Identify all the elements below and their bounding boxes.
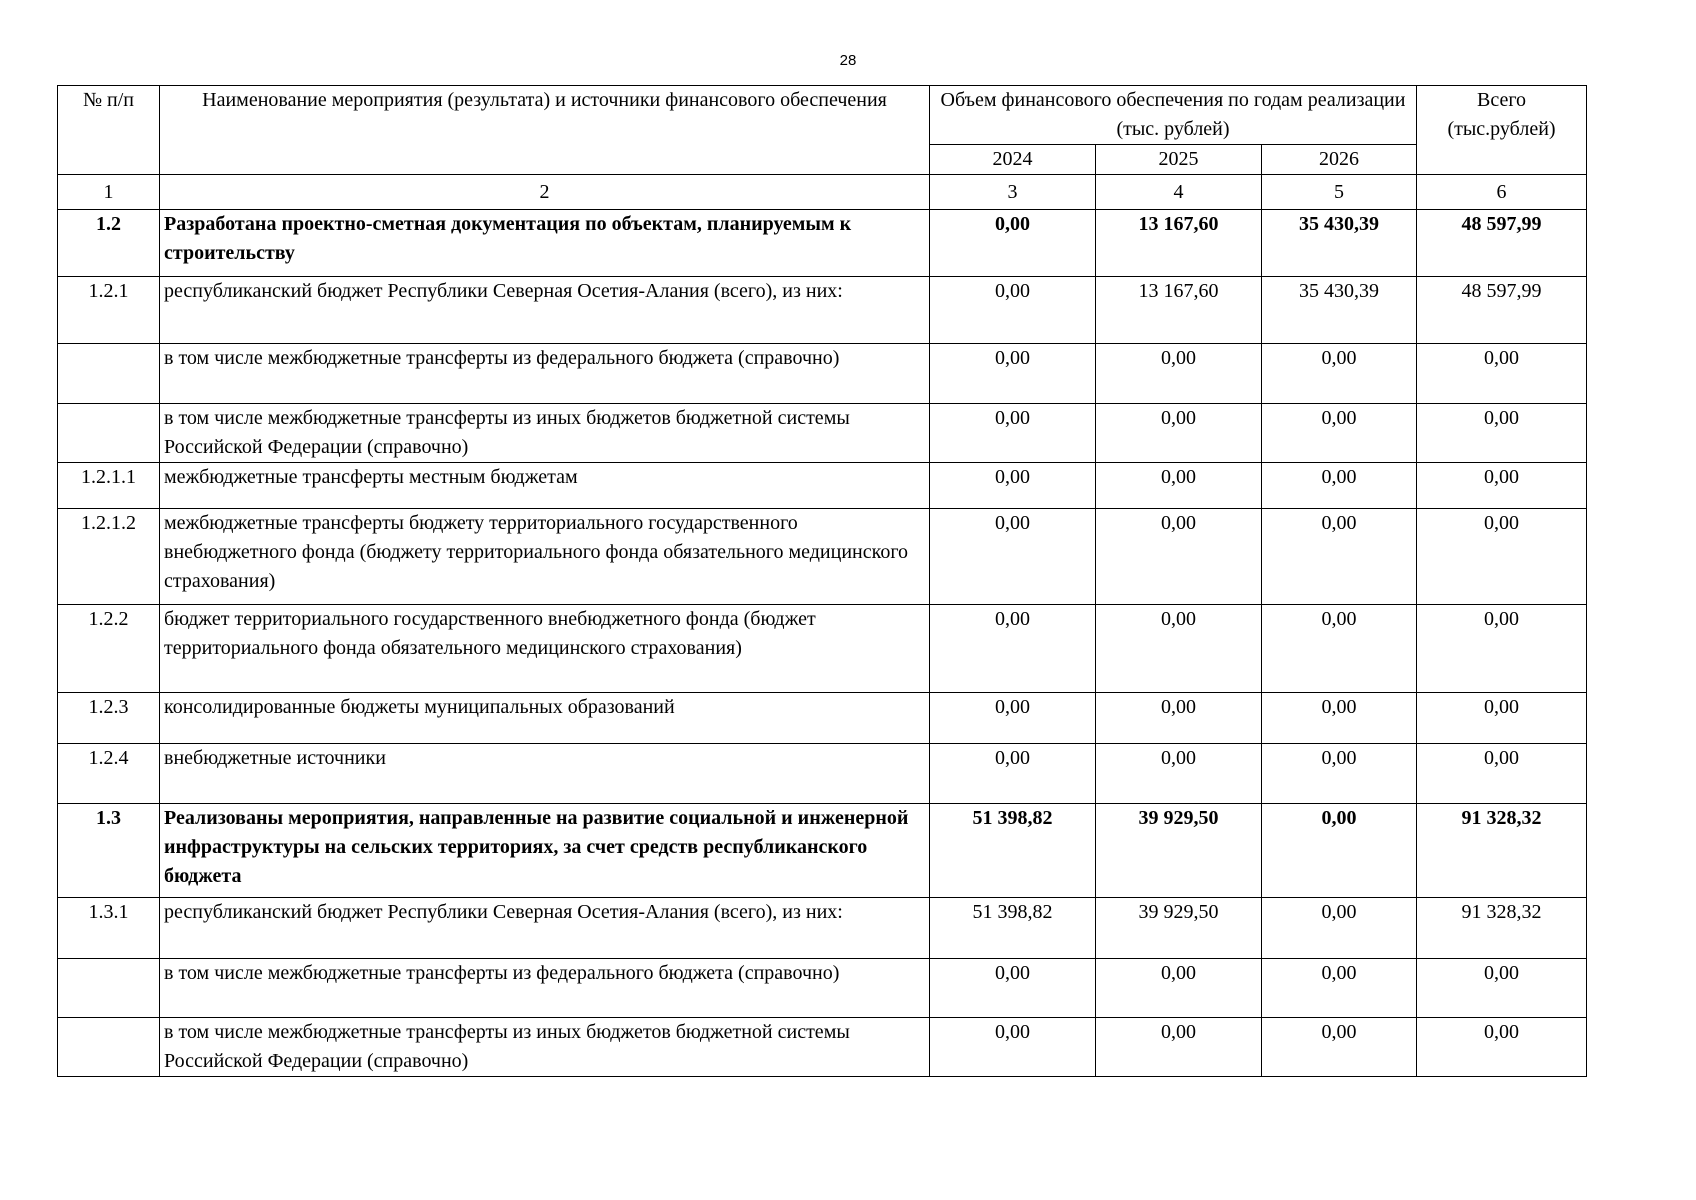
value-2026: 0,00: [1262, 463, 1417, 509]
column-number: 2: [160, 175, 930, 210]
table-row: [58, 804, 1587, 898]
value-2025: 0,00: [1096, 959, 1262, 1018]
column-number: 6: [1417, 175, 1587, 210]
financing-table: [57, 85, 1587, 1077]
value-2026: 35 430,39: [1262, 277, 1417, 344]
value-2026: 35 430,39: [1262, 210, 1417, 277]
value-2024: 0,00: [930, 463, 1096, 509]
value-2025: 0,00: [1096, 344, 1262, 404]
row-name: Реализованы мероприятия, направленные на развитие социальной и инженерной инфраструктуры на сельских территориях, за счет средств республиканского бюджета: [160, 804, 930, 898]
row-number: 1.3.1: [58, 898, 160, 959]
table-row: [58, 277, 1587, 344]
value-2026: 0,00: [1262, 1018, 1417, 1077]
row-name: в том числе межбюджетные трансферты из федерального бюджета (справочно): [160, 959, 930, 1018]
value-2024: 0,00: [930, 344, 1096, 404]
value-total: 91 328,32: [1417, 898, 1587, 959]
value-2026: 0,00: [1262, 898, 1417, 959]
value-total: 0,00: [1417, 463, 1587, 509]
value-total: 48 597,99: [1417, 277, 1587, 344]
value-total: 48 597,99: [1417, 210, 1587, 277]
row-number: 1.2.2: [58, 605, 160, 693]
header-name: Наименование мероприятия (результата) и источники финансового обеспечения: [160, 86, 930, 175]
value-2026: 0,00: [1262, 404, 1417, 463]
value-2025: 0,00: [1096, 509, 1262, 605]
table-row: [58, 744, 1587, 804]
value-2025: 0,00: [1096, 404, 1262, 463]
column-number: 3: [930, 175, 1096, 210]
value-2026: 0,00: [1262, 744, 1417, 804]
row-name: бюджет территориального государственного внебюджетного фонда (бюджет территориального фонда обязательного медицинского страхования): [160, 605, 930, 693]
row-name: в том числе межбюджетные трансферты из иных бюджетов бюджетной системы Российской Федерации (справочно): [160, 404, 930, 463]
value-2025: 0,00: [1096, 463, 1262, 509]
row-name: межбюджетные трансферты бюджету территориального государственного внебюджетного фонда (бюджету территориального фонда обязательного медицинского страхования): [160, 509, 930, 605]
header-year-2026: 2026: [1262, 145, 1417, 175]
row-number: 1.2.4: [58, 744, 160, 804]
table-row: [58, 605, 1587, 693]
row-number: 1.2: [58, 210, 160, 277]
row-name: в том числе межбюджетные трансферты из федерального бюджета (справочно): [160, 344, 930, 404]
value-2025: 39 929,50: [1096, 804, 1262, 898]
row-name: в том числе межбюджетные трансферты из иных бюджетов бюджетной системы Российской Федерации (справочно): [160, 1018, 930, 1077]
value-2026: 0,00: [1262, 605, 1417, 693]
header-year-2024: 2024: [930, 145, 1096, 175]
value-2024: 0,00: [930, 509, 1096, 605]
table-row: [58, 509, 1587, 605]
column-numbers-row: [58, 175, 1587, 210]
value-2024: 0,00: [930, 210, 1096, 277]
value-2024: 51 398,82: [930, 804, 1096, 898]
value-2024: 0,00: [930, 959, 1096, 1018]
value-2026: 0,00: [1262, 959, 1417, 1018]
row-number: 1.3: [58, 804, 160, 898]
table-row: [58, 898, 1587, 959]
table-row: [58, 693, 1587, 744]
value-2024: 51 398,82: [930, 898, 1096, 959]
value-total: 0,00: [1417, 1018, 1587, 1077]
value-2025: 13 167,60: [1096, 277, 1262, 344]
value-2024: 0,00: [930, 404, 1096, 463]
value-2026: 0,00: [1262, 344, 1417, 404]
column-number: 4: [1096, 175, 1262, 210]
column-number: 1: [58, 175, 160, 210]
value-2026: 0,00: [1262, 693, 1417, 744]
row-number: [58, 959, 160, 1018]
value-total: 0,00: [1417, 744, 1587, 804]
value-total: 0,00: [1417, 959, 1587, 1018]
value-2025: 0,00: [1096, 605, 1262, 693]
table-row: [58, 210, 1587, 277]
row-number: 1.2.1.2: [58, 509, 160, 605]
value-2025: 0,00: [1096, 693, 1262, 744]
table-row: [58, 344, 1587, 404]
row-number: 1.2.1: [58, 277, 160, 344]
header-total: Всего (тыс.рублей): [1417, 86, 1587, 175]
value-2025: 13 167,60: [1096, 210, 1262, 277]
value-2025: 0,00: [1096, 744, 1262, 804]
row-name: Разработана проектно-сметная документация по объектам, планируемым к строительству: [160, 210, 930, 277]
value-total: 0,00: [1417, 344, 1587, 404]
value-2025: 0,00: [1096, 1018, 1262, 1077]
header-num: № п/п: [58, 86, 160, 175]
row-number: [58, 1018, 160, 1077]
row-number: [58, 404, 160, 463]
row-name: республиканский бюджет Республики Северная Осетия-Алания (всего), из них:: [160, 277, 930, 344]
header-volume: Объем финансового обеспечения по годам реализации (тыс. рублей): [930, 86, 1417, 145]
table-row: [58, 1018, 1587, 1077]
value-total: 0,00: [1417, 605, 1587, 693]
table-row: [58, 959, 1587, 1018]
table-row: [58, 404, 1587, 463]
value-2024: 0,00: [930, 605, 1096, 693]
row-name: внебюджетные источники: [160, 744, 930, 804]
value-2024: 0,00: [930, 1018, 1096, 1077]
value-2025: 39 929,50: [1096, 898, 1262, 959]
value-total: 0,00: [1417, 509, 1587, 605]
row-number: 1.2.3: [58, 693, 160, 744]
table-row: [58, 463, 1587, 509]
value-total: 91 328,32: [1417, 804, 1587, 898]
value-2024: 0,00: [930, 277, 1096, 344]
row-name: межбюджетные трансферты местным бюджетам: [160, 463, 930, 509]
value-2026: 0,00: [1262, 804, 1417, 898]
row-name: консолидированные бюджеты муниципальных образований: [160, 693, 930, 744]
value-2026: 0,00: [1262, 509, 1417, 605]
row-number: 1.2.1.1: [58, 463, 160, 509]
header-year-2025: 2025: [1096, 145, 1262, 175]
row-name: республиканский бюджет Республики Северная Осетия-Алания (всего), из них:: [160, 898, 930, 959]
value-2024: 0,00: [930, 744, 1096, 804]
value-total: 0,00: [1417, 693, 1587, 744]
column-number: 5: [1262, 175, 1417, 210]
value-total: 0,00: [1417, 404, 1587, 463]
page-number: 28: [839, 52, 857, 69]
value-2024: 0,00: [930, 693, 1096, 744]
row-number: [58, 344, 160, 404]
